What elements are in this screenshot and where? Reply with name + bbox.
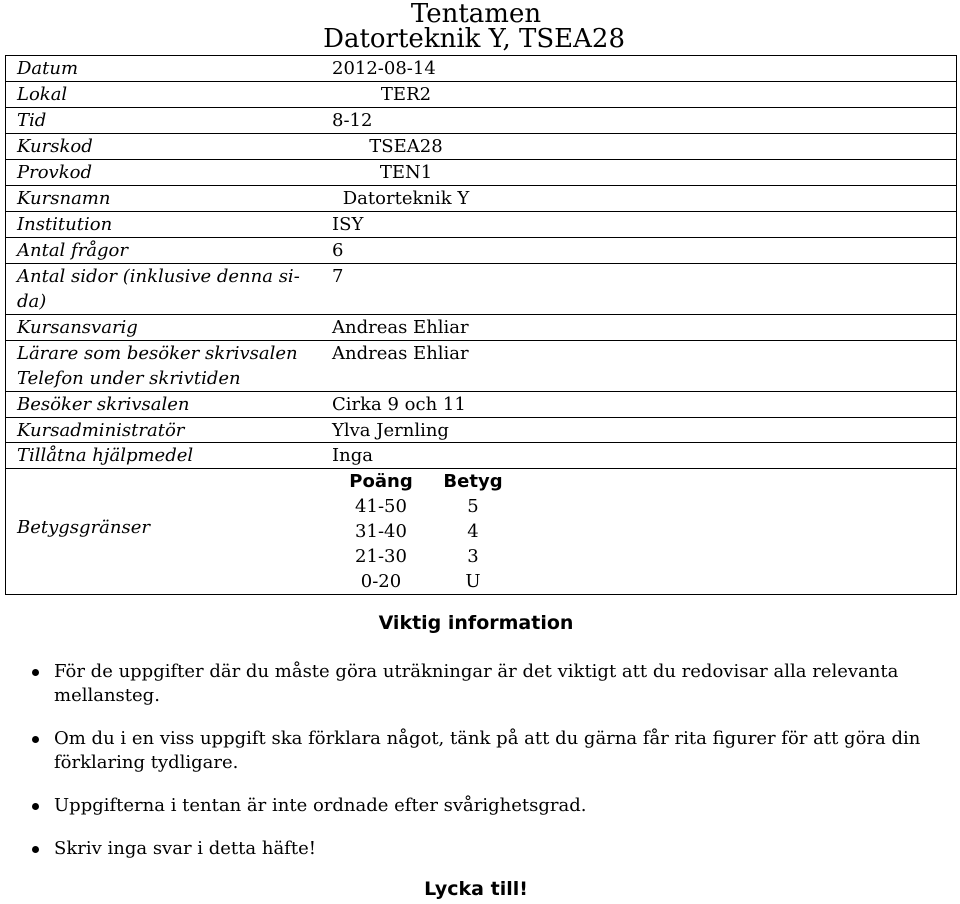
row-kursansvarig — [6, 314, 956, 340]
bullet-icon — [32, 846, 39, 853]
label-provkod: Provkod — [17, 162, 92, 183]
label-larare: Lärare som besöker skrivsalen — [17, 343, 298, 364]
important-heading: Viktig information — [378, 612, 574, 634]
label-kursansvarig: Kursansvarig — [17, 317, 138, 338]
value-larare: Andreas Ehliar — [332, 343, 469, 364]
bullet-icon — [32, 669, 39, 676]
value-kurskod: TSEA28 — [369, 136, 443, 157]
exam-info-table — [5, 55, 957, 595]
label-antal-fragor: Antal frågor — [17, 240, 128, 261]
header-betyg: Betyg — [443, 471, 503, 492]
bullet-icon — [32, 803, 39, 810]
list-item-text: Uppgifterna i tentan är inte ordnade efter svårighetsgrad. — [54, 795, 587, 816]
value-besoker: Cirka 9 och 11 — [332, 394, 466, 415]
label-antal-sidor: Antal sidor (inklusive denna si- — [17, 266, 300, 287]
row-institution — [6, 211, 956, 237]
grade-value: 3 — [467, 546, 479, 567]
value-datum: 2012-08-14 — [332, 58, 436, 79]
grade-limits — [6, 468, 956, 594]
label-besoker: Besöker skrivsalen — [17, 394, 190, 415]
grade-row — [341, 519, 521, 545]
grade-points: 31-40 — [355, 521, 407, 542]
row-antal-sidor — [6, 263, 956, 315]
value-antal-sidor: 7 — [332, 266, 344, 287]
closing-text: Lycka till! — [424, 878, 528, 900]
label-datum: Datum — [17, 58, 79, 79]
value-institution: ISY — [332, 214, 364, 235]
value-antal-fragor: 6 — [332, 240, 344, 261]
row-tid — [6, 107, 956, 133]
list-item-text: Skriv inga svar i detta häfte! — [54, 838, 316, 859]
list-item-text: För de uppgifter där du måste göra uträkningar är det viktigt att du redovisar alla relevanta mellansteg. — [54, 661, 899, 706]
list-item-text: Om du i en viss uppgift ska förklara något, tänk på att du gärna får rita figurer för att göra din förklaring tydligare. — [54, 728, 921, 773]
label-kurskod: Kurskod — [17, 136, 93, 157]
list-item — [32, 660, 952, 708]
value-kursansvarig: Andreas Ehliar — [332, 317, 469, 338]
exam-title: Tentamen — [410, 0, 542, 29]
list-item — [32, 727, 952, 775]
list-item — [32, 837, 952, 861]
row-hjalpmedel — [6, 442, 956, 469]
row-provkod — [6, 159, 956, 185]
important-list — [32, 660, 952, 880]
value-kursadmin: Ylva Jernling — [332, 420, 449, 441]
grade-row — [341, 569, 521, 595]
label-kursadmin: Kursadministratör — [17, 420, 185, 441]
list-item — [32, 794, 952, 818]
row-larare — [6, 340, 956, 392]
label-tid: Tid — [17, 110, 47, 131]
grade-value: U — [465, 571, 481, 592]
grade-points: 0-20 — [360, 571, 402, 592]
grade-points: 41-50 — [355, 496, 407, 517]
header-poang: Poäng — [349, 471, 413, 492]
row-antal-fragor — [6, 237, 956, 263]
value-lokal: TER2 — [380, 84, 432, 105]
grade-points: 21-30 — [355, 546, 407, 567]
label-lokal: Lokal — [17, 84, 68, 105]
value-hjalpmedel: Inga — [332, 445, 373, 466]
value-provkod: TEN1 — [379, 162, 433, 183]
label-betygsgranser: Betygsgränser — [17, 517, 150, 538]
grade-table-header — [341, 469, 521, 495]
bullet-icon — [32, 736, 39, 743]
label-kursnamn: Kursnamn — [17, 188, 111, 209]
grade-row — [341, 544, 521, 570]
grade-row — [341, 494, 521, 520]
grade-value: 4 — [467, 521, 479, 542]
row-kursnamn — [6, 185, 956, 211]
value-tid: 8-12 — [332, 110, 373, 131]
label-institution: Institution — [17, 214, 113, 235]
row-lokal — [6, 81, 956, 107]
label-antal-sidor-cont: da) — [17, 291, 47, 312]
row-kurskod — [6, 133, 956, 159]
course-title: Datorteknik Y, TSEA28 — [323, 24, 625, 54]
row-datum — [6, 56, 956, 81]
value-kursnamn: Datorteknik Y — [342, 188, 470, 209]
grade-value: 5 — [467, 496, 479, 517]
row-kursadmin — [6, 417, 956, 443]
row-besoker — [6, 391, 956, 417]
label-hjalpmedel: Tillåtna hjälpmedel — [17, 445, 194, 466]
label-telefon: Telefon under skrivtiden — [17, 368, 241, 389]
